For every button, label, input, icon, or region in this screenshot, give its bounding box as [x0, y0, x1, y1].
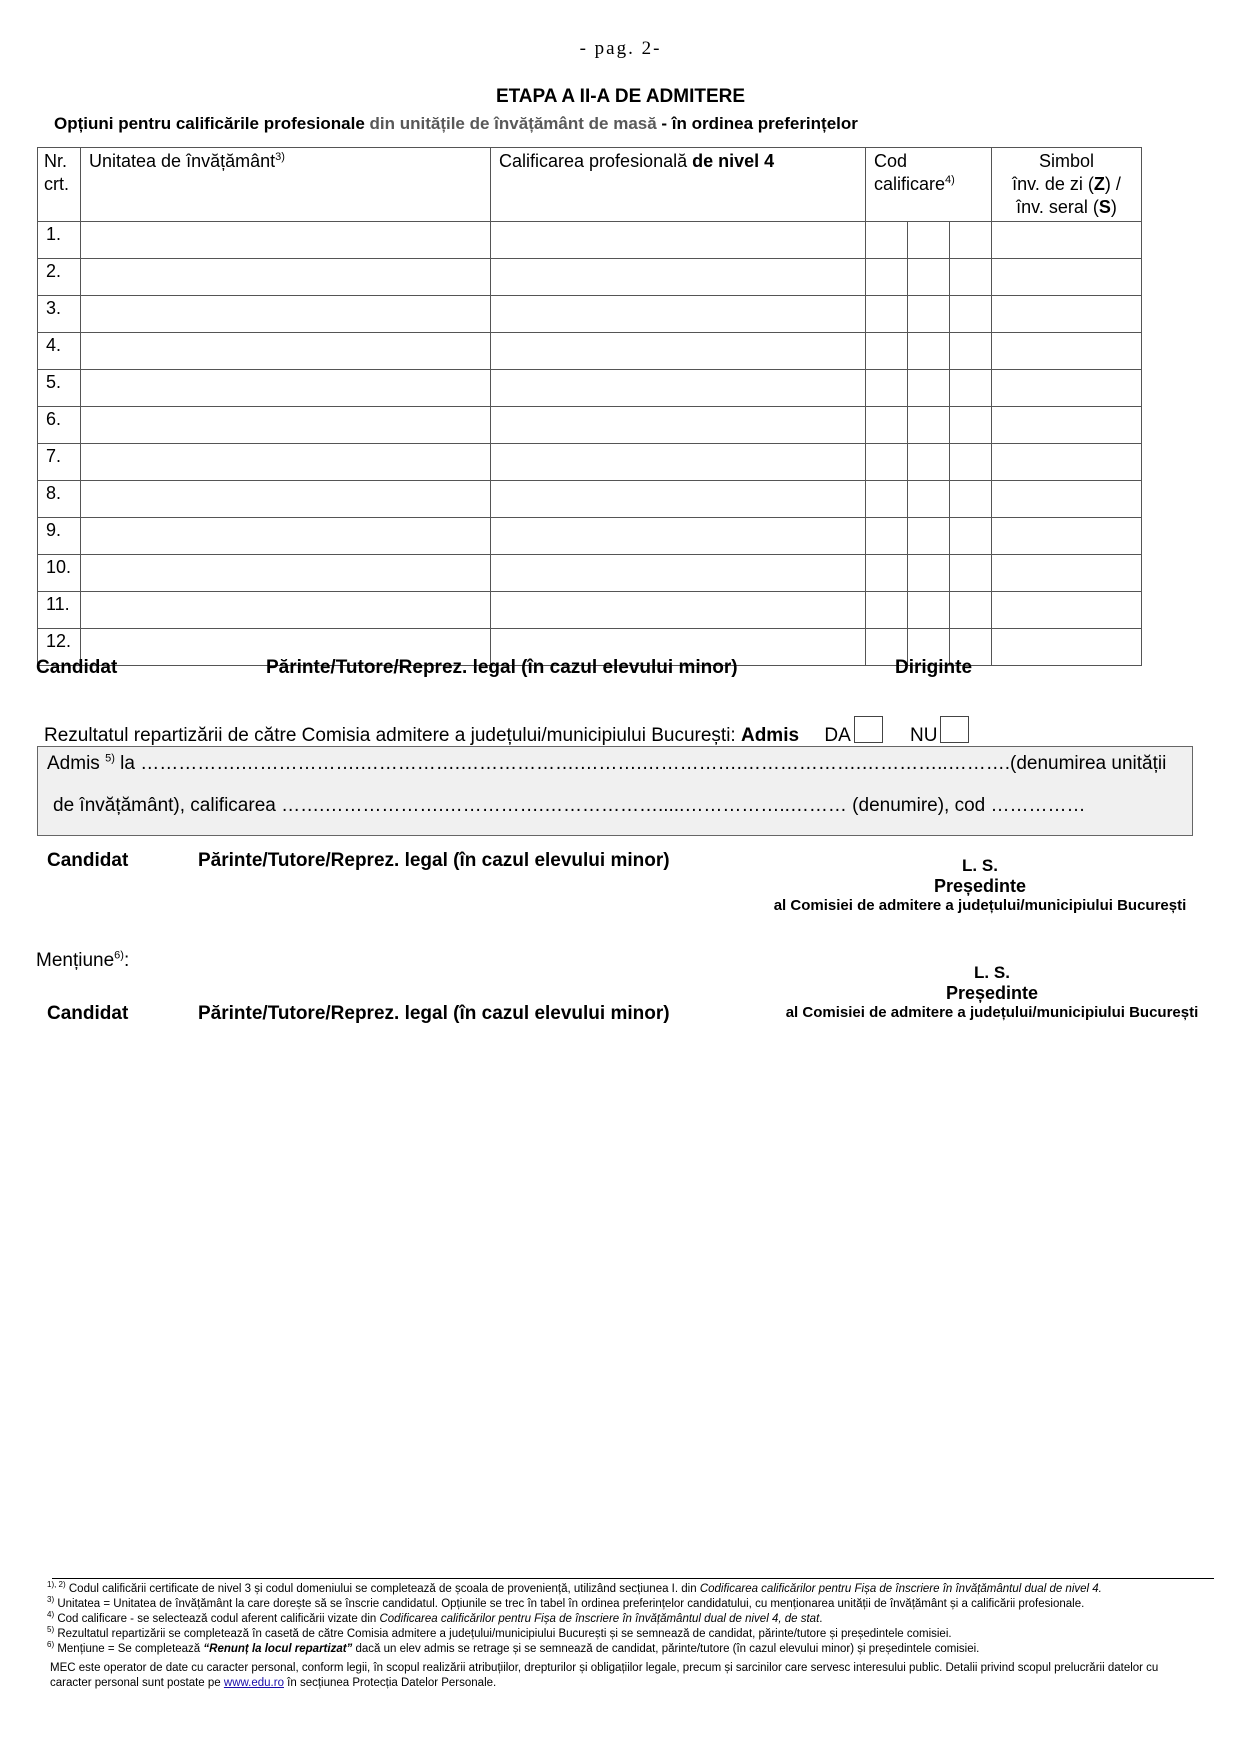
header-unit: Unitatea de învățământ$^{3)}$ — [81, 148, 491, 222]
signature-parent-3: Părinte/Tutore/Reprez. legal (în cazul elevului minor) — [198, 1003, 670, 1024]
row-number: 3. — [38, 296, 81, 333]
code-digit-cell[interactable] — [866, 222, 908, 259]
ls-label: L. S. — [974, 963, 1010, 982]
unit-cell[interactable] — [81, 222, 491, 259]
header-symbol: Simbol înv. de zi (Z) / înv. seral (S) — [992, 148, 1142, 222]
qualification-cell[interactable] — [491, 444, 866, 481]
code-digit-cell[interactable] — [950, 333, 992, 370]
code-digit-cell[interactable] — [866, 370, 908, 407]
code-digit-cell[interactable] — [950, 259, 992, 296]
admission-box — [37, 746, 1193, 836]
code-digit-cell[interactable] — [908, 333, 950, 370]
row-number: 2. — [38, 259, 81, 296]
table-row — [38, 481, 1142, 518]
allocation-result — [44, 716, 969, 747]
row-number: 8. — [38, 481, 81, 518]
symbol-cell[interactable] — [992, 407, 1142, 444]
row-number: 11. — [38, 592, 81, 629]
ls-label: L. S. — [962, 856, 998, 875]
symbol-cell[interactable] — [992, 518, 1142, 555]
qualification-cell[interactable] — [491, 481, 866, 518]
footnotes — [47, 1582, 1102, 1657]
admission-line-1[interactable]: Admis $^{5)}$ la …………….……………….…………….……………….……….…………….……………….…………..……….(denumirea unității — [47, 752, 1167, 774]
unit-cell[interactable] — [81, 333, 491, 370]
unit-cell[interactable] — [81, 296, 491, 333]
qualification-cell[interactable] — [491, 592, 866, 629]
table-row — [38, 222, 1142, 259]
label-nu: NU — [910, 725, 938, 746]
qualification-cell[interactable] — [491, 518, 866, 555]
signature-candidate-2: Candidat — [47, 850, 129, 871]
code-digit-cell[interactable] — [950, 370, 992, 407]
footnote-item: $^{4)}$ Cod calificare - se selectează codul aferent calificării vizate din Codificarea calificărilor pentru Fișa de înscriere în învățământul dual de nivel 4, de stat. — [47, 1610, 823, 1625]
symbol-cell[interactable] — [992, 370, 1142, 407]
code-digit-cell[interactable] — [950, 222, 992, 259]
signature-teacher: Diriginte — [895, 657, 973, 678]
header-qualification: Calificarea profesională de nivel 4 — [491, 148, 866, 222]
table-row — [38, 444, 1142, 481]
code-digit-cell[interactable] — [908, 370, 950, 407]
table-row — [38, 333, 1142, 370]
symbol-cell[interactable] — [992, 296, 1142, 333]
code-digit-cell[interactable] — [950, 518, 992, 555]
result-text: Rezultatul repartizării de către Comisia admitere a județului/municipiului București: — [44, 725, 741, 746]
symbol-cell[interactable] — [992, 555, 1142, 592]
code-digit-cell[interactable] — [866, 333, 908, 370]
symbol-cell[interactable] — [992, 592, 1142, 629]
code-digit-cell[interactable] — [908, 222, 950, 259]
row-number: 9. — [38, 518, 81, 555]
edu-link[interactable]: www.edu.ro — [223, 1677, 284, 1689]
symbol-cell[interactable] — [992, 222, 1142, 259]
checkbox-nu[interactable] — [940, 716, 969, 743]
checkbox-da[interactable] — [854, 716, 883, 743]
table-row — [38, 555, 1142, 592]
row-number: 4. — [38, 333, 81, 370]
commission-label: al Comisiei de admitere a județului/municipiului București — [785, 1004, 1199, 1021]
section-subtitle — [54, 114, 858, 134]
signature-candidate-1: Candidat — [36, 657, 118, 678]
signature-candidate-3: Candidat — [47, 1003, 129, 1024]
signature-parent-2: Părinte/Tutore/Reprez. legal (în cazul elevului minor) — [198, 850, 670, 871]
unit-cell[interactable] — [81, 259, 491, 296]
table-row — [38, 259, 1142, 296]
unit-cell[interactable] — [81, 555, 491, 592]
code-digit-cell[interactable] — [866, 592, 908, 629]
code-digit-cell[interactable] — [950, 296, 992, 333]
unit-cell[interactable] — [81, 481, 491, 518]
code-digit-cell[interactable] — [866, 481, 908, 518]
qualification-cell[interactable] — [491, 407, 866, 444]
signature-parent-1: Părinte/Tutore/Reprez. legal (în cazul elevului minor) — [266, 657, 738, 678]
header-code: Cod calificare$^{4)}$ — [866, 148, 992, 222]
code-digit-cell[interactable] — [908, 592, 950, 629]
subtitle-part1: Opțiuni pentru calificările profesionale — [54, 114, 365, 133]
mention-label: Mențiune$^{6)}$: — [36, 949, 130, 971]
subtitle-part3: - în ordinea preferințelor — [656, 114, 858, 133]
code-digit-cell[interactable] — [950, 592, 992, 629]
code-digit-cell[interactable] — [908, 518, 950, 555]
code-digit-cell[interactable] — [908, 259, 950, 296]
unit-cell[interactable] — [81, 370, 491, 407]
table-header-row — [38, 148, 1142, 222]
qualification-cell[interactable] — [491, 333, 866, 370]
symbol-cell[interactable] — [992, 444, 1142, 481]
code-digit-cell[interactable] — [866, 555, 908, 592]
qualification-cell[interactable] — [491, 222, 866, 259]
symbol-cell[interactable] — [992, 629, 1142, 666]
footnote-item: $^{1), 2)}$ Codul calificării certificate de nivel 3 și codul domeniului se completează de școala de proveniență, utilizând secțiunea I. din Codificarea calificărilor pentru Fișa de înscriere în învățământul dual de nivel 4. — [47, 1580, 1102, 1595]
page-title: ETAPA A II-A DE ADMITERE — [495, 86, 746, 107]
qualification-cell[interactable] — [491, 259, 866, 296]
table-row — [38, 407, 1142, 444]
options-table — [37, 147, 1142, 666]
president-stamp-2 — [752, 963, 1232, 1023]
code-digit-cell[interactable] — [866, 296, 908, 333]
unit-cell[interactable] — [81, 407, 491, 444]
president-label: Președinte — [933, 876, 1027, 896]
qualification-cell[interactable] — [491, 370, 866, 407]
table-row — [38, 592, 1142, 629]
unit-cell[interactable] — [81, 592, 491, 629]
row-number: 1. — [38, 222, 81, 259]
code-digit-cell[interactable] — [950, 444, 992, 481]
president-label: Președinte — [945, 983, 1039, 1003]
commission-label: al Comisiei de admitere a județului/municipiului București — [773, 897, 1187, 914]
table-row — [38, 370, 1142, 407]
code-digit-cell[interactable] — [950, 481, 992, 518]
code-digit-cell[interactable] — [908, 296, 950, 333]
code-digit-cell[interactable] — [908, 444, 950, 481]
privacy-notice: MEC este operator de date cu caracter personal, conform legii, în scopul realizării atribuțiilor, drepturilor și obligațiilor legale, precum și sarcinilor care servesc interesului public. Detalii privind scopul prelucrării datelor cu caracter personal sunt postate pe www.edu.ro în secțiunea Protecția Datelor Personale. — [50, 1662, 1159, 1689]
label-da: DA — [824, 725, 851, 746]
row-number: 7. — [38, 444, 81, 481]
table-row — [38, 518, 1142, 555]
code-digit-cell[interactable] — [866, 259, 908, 296]
code-digit-cell[interactable] — [866, 444, 908, 481]
header-nr: Nr. crt. — [38, 148, 81, 222]
symbol-cell[interactable] — [992, 259, 1142, 296]
footnote-item: $^{6)}$ Mențiune = Se completează “Renunț la locul repartizat” dacă un elev admis se retrage și se semnează de candidat, părinte/tutore (în cazul elevului minor) și președintele comisiei. — [47, 1640, 980, 1655]
symbol-cell[interactable] — [992, 481, 1142, 518]
unit-cell[interactable] — [81, 444, 491, 481]
code-digit-cell[interactable] — [908, 407, 950, 444]
row-number: 10. — [38, 555, 81, 592]
code-digit-cell[interactable] — [866, 518, 908, 555]
row-number: 12. — [38, 629, 81, 666]
table-row — [38, 296, 1142, 333]
row-number: 5. — [38, 370, 81, 407]
code-digit-cell[interactable] — [950, 407, 992, 444]
code-digit-cell[interactable] — [908, 481, 950, 518]
footnote-divider — [52, 1578, 1214, 1579]
result-admis: Admis — [740, 725, 800, 746]
unit-cell[interactable] — [81, 518, 491, 555]
qualification-cell[interactable] — [491, 555, 866, 592]
subtitle-part2: din unitățile de învățământ de masă — [364, 114, 657, 133]
page-number: - pag. 2- — [579, 38, 662, 59]
code-digit-cell[interactable] — [908, 555, 950, 592]
code-digit-cell[interactable] — [950, 555, 992, 592]
code-digit-cell[interactable] — [866, 407, 908, 444]
row-number: 6. — [38, 407, 81, 444]
footnote-item: $^{5)}$ Rezultatul repartizării se completează în casetă de către Comisia admitere a județului/municipiului București și se semnează de candidat, părinte/tutore și președintele comisiei. — [47, 1625, 952, 1640]
admission-line-2[interactable]: de învățământ), calificarea …….……………….…………….……………….....……………..……… (denumire), cod …………… — [53, 795, 1086, 816]
president-stamp-1 — [740, 856, 1220, 916]
symbol-cell[interactable] — [992, 333, 1142, 370]
footnote-item: $^{3)}$ Unitatea = Unitatea de învățământ la care dorește să se înscrie candidatul. Opțiunile se trec în tabel în ordinea preferințelor candidatului, cu menționarea unității de învățământ și a calificării profesionale. — [47, 1595, 1085, 1610]
qualification-cell[interactable] — [491, 296, 866, 333]
